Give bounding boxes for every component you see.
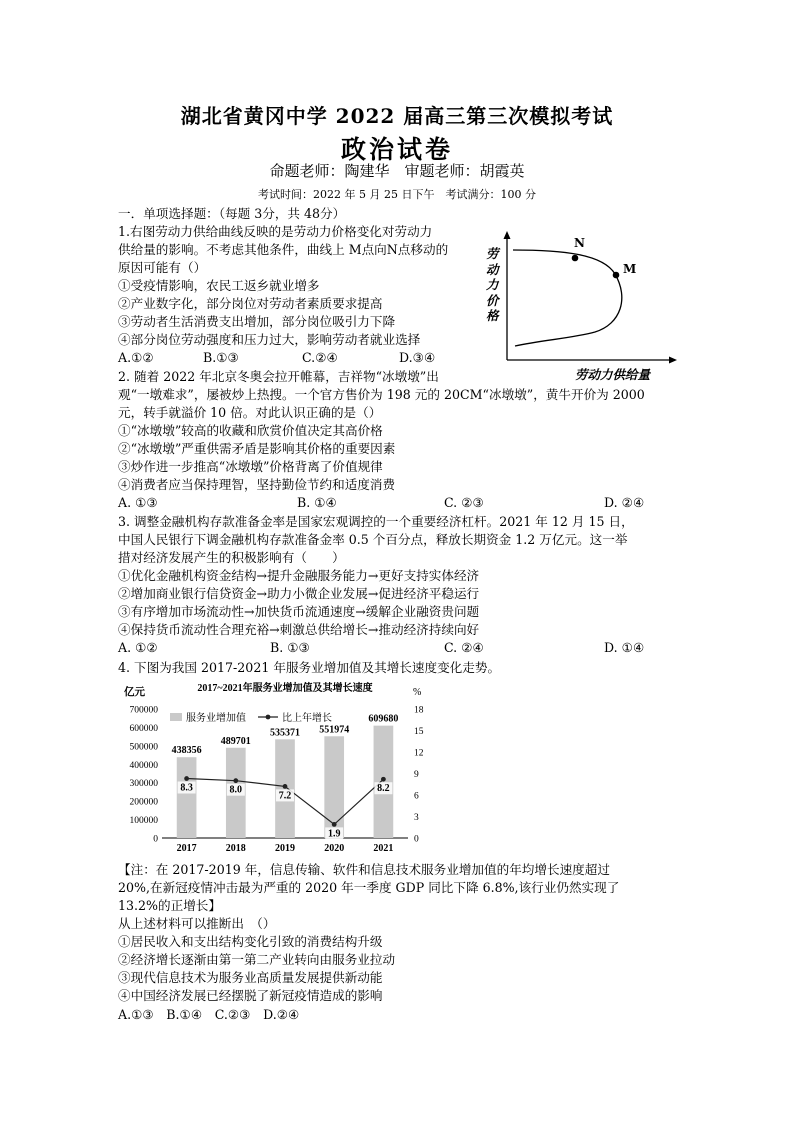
q4-options[interactable]: A.①③ B.①④ C.②③ D.②④ <box>118 1007 300 1022</box>
q1-option-c[interactable]: C.②④ <box>302 350 338 365</box>
q1-line: ③劳动者生活消费支出增加，部分岗位吸引力下降 <box>118 314 396 329</box>
q4-item: ③现代信息技术为服务业高质量发展提供新动能 <box>118 970 383 985</box>
q4-item: ②经济增长逐渐由第一第二产业转向由服务业拉动 <box>118 952 396 967</box>
q2-option-b[interactable]: B. ①④ <box>297 495 337 510</box>
growth-point <box>233 778 238 783</box>
growth-point <box>283 784 288 789</box>
q2-line: ③炒作进一步推高“冰墩墩”价格背离了价值规律 <box>118 459 383 474</box>
supply-curve <box>513 250 622 346</box>
y-tick-label: 200000 <box>129 797 158 808</box>
y-tick-label: 400000 <box>129 760 158 771</box>
y2-axis-unit: % <box>413 687 422 698</box>
point-n-label: N <box>574 236 585 250</box>
section-heading: 一．单项选择题：（每题 3分，共 48分） <box>118 206 346 221</box>
q2-line: ②“冰墩墩”严重供需矛盾是影响其价格的重要因素 <box>118 441 396 456</box>
growth-value-label: 1.9 <box>327 828 341 840</box>
growth-point <box>381 777 386 782</box>
bar-value-label: 438356 <box>171 745 202 757</box>
q3-option-d[interactable]: D. ①④ <box>604 640 645 655</box>
y-label-char: 格 <box>486 308 499 323</box>
exam-meta: 考试时间：2022 年 5 月 25 日下午 考试满分：100 分 <box>258 188 536 201</box>
growth-point <box>184 776 189 781</box>
q2-line: 2. 随着 2022 年北京冬奥会拉开帷幕，吉祥物“冰墩墩”出 <box>118 369 439 384</box>
q3-line: ④保持货币流动性合理充裕→刺激总供给增长→推动经济持续向好 <box>118 622 480 637</box>
x-tick-label: 2019 <box>275 843 295 854</box>
q3-line: 3. 调整金融机构存款准备金率是国家宏观调控的一个重要经济杠杆。2021 年 12 月 15 日， <box>118 514 634 529</box>
bar-value-label: 535371 <box>270 727 300 739</box>
y-axis-arrow <box>504 231 511 239</box>
growth-value-label: 7.2 <box>278 790 292 802</box>
growth-value-label: 8.2 <box>377 783 390 795</box>
y-label-char: 动 <box>486 261 499 277</box>
bar <box>374 726 394 838</box>
service-industry-chart <box>116 679 442 858</box>
y-label-char: 价 <box>486 292 499 308</box>
legend-bar-swatch <box>170 713 182 721</box>
q3-option-c[interactable]: C. ②④ <box>444 640 484 655</box>
q3-option-b[interactable]: B. ①③ <box>270 640 310 655</box>
y2-tick-label: 3 <box>414 813 419 823</box>
x-tick-label: 2020 <box>324 843 345 854</box>
y-axis-label <box>486 246 502 324</box>
q3-line: 措对经济发展产生的积极影响有（ ） <box>118 550 345 565</box>
legend-line-label: 比上年增长 <box>282 713 332 724</box>
q1-line: 原因可能有（） <box>118 260 207 275</box>
growth-value-label: 8.3 <box>180 782 193 794</box>
y2-tick-label: 12 <box>414 748 424 759</box>
q2-line: ④消费者应当保持理智，坚持勤俭节约和适度消费 <box>118 477 396 492</box>
q3-option-a[interactable]: A. ①② <box>118 640 158 655</box>
q4-intro: 4. 下图为我国 2017-2021 年服务业增加值及其增长速度变化走势。 <box>118 660 501 675</box>
q1-line: 1.右图劳动力供给曲线反映的是劳动力价格变化对劳动力 <box>118 224 433 239</box>
y-tick-label: 0 <box>153 834 158 845</box>
q4-item: ①居民收入和支出结构变化引致的消费结构升级 <box>118 934 383 949</box>
bar <box>177 757 197 838</box>
q1-option-a[interactable]: A.①② <box>118 350 154 365</box>
q3-line: ①优化金融机构资金结构→提升金融服务能力→更好支持实体经济 <box>118 568 480 583</box>
y-tick-label: 500000 <box>129 742 158 753</box>
labor-supply-graph <box>483 228 679 384</box>
point-n <box>572 255 579 262</box>
x-tick-label: 2021 <box>373 843 394 854</box>
q4-note-line: 20%,在新冠疫情冲击最为严重的 2020 年一季度 GDP 同比下降 6.8%,该行业仍然实现了 <box>118 880 620 895</box>
q4-note-line: 【注：在 2017-2019 年，信息传输、软件和信息技术服务业增加值的年均增长速度超过 <box>118 862 610 877</box>
q1-line: ②产业数字化，部分岗位对劳动者素质要求提高 <box>118 296 383 311</box>
q1-line: ①受疫情影响，农民工返乡就业增多 <box>118 278 320 293</box>
y2-tick-label: 18 <box>414 705 424 716</box>
exam-title: 湖北省黄冈中学 2022 届高三第三次模拟考试 <box>180 104 614 128</box>
y-label-char: 劳 <box>486 246 499 261</box>
y2-tick-label: 9 <box>414 770 419 780</box>
y-axis-unit: 亿元 <box>124 687 145 698</box>
y2-tick-label: 0 <box>414 834 419 845</box>
point-m-label: M <box>623 262 637 276</box>
q3-line: ③有序增加市场流动性→加快货币流通速度→缓解企业融资贵问题 <box>118 604 480 619</box>
q2-option-d[interactable]: D. ②④ <box>604 495 645 510</box>
q2-option-c[interactable]: C. ②③ <box>444 495 484 510</box>
x-axis-arrow <box>669 357 677 364</box>
growth-value-label: 8.0 <box>229 784 243 796</box>
chart-title: 2017~2021年服务业增加值及其增长速度 <box>197 683 373 694</box>
q2-option-a[interactable]: A. ①③ <box>118 495 158 510</box>
y-tick-label: 700000 <box>129 705 158 716</box>
q2-line: 元，转手就溢价 10 倍。对此认识正确的是（） <box>118 405 382 420</box>
q1-option-d[interactable]: D.③④ <box>399 350 436 365</box>
q1-line: ④部分岗位劳动强度和压力过大，影响劳动者就业选择 <box>118 332 421 347</box>
q2-line: 观“一墩难求”，屡被炒上热搜。一个官方售价为 198 元的 20CM“冰墩墩”，黄牛开价为 2000 <box>118 387 645 402</box>
y-tick-label: 100000 <box>129 816 158 827</box>
bar-value-label: 551974 <box>319 724 350 736</box>
legend-line-marker <box>266 715 271 720</box>
x-tick-label: 2017 <box>176 843 197 854</box>
bar-value-label: 489701 <box>220 735 251 747</box>
labor-supply-figure <box>483 228 679 384</box>
legend-bar-label: 服务业增加值 <box>186 713 246 724</box>
q4-note-line: 13.2%的正增长】 <box>118 898 221 913</box>
y-tick-label: 300000 <box>129 779 158 790</box>
q2-line: ①“冰墩墩”较高的收藏和欣赏价值决定其高价格 <box>118 423 383 438</box>
y-label-char: 力 <box>486 277 499 292</box>
q3-line: ②增加商业银行信贷资金→助力小微企业发展→促进经济平稳运行 <box>118 586 480 601</box>
y-tick-label: 600000 <box>129 723 158 734</box>
y2-tick-label: 6 <box>414 791 419 802</box>
author-line: 命题老师：陶建华 审题老师：胡霞英 <box>269 162 525 180</box>
q3-line: 中国人民银行下调金融机构存款准备金率 0.5 个百分点，释放长期资金 1.2 万亿元。这一举 <box>118 532 628 547</box>
q4-item: ④中国经济发展已经摆脱了新冠疫情造成的影响 <box>118 988 383 1003</box>
bar-value-label: 609680 <box>368 713 399 725</box>
q1-line: 供给量的影响。不考虑其他条件，曲线上 M点向N点移动的 <box>118 242 449 257</box>
point-m <box>613 272 620 279</box>
chart-svg <box>116 679 442 858</box>
y2-tick-label: 15 <box>414 727 424 737</box>
x-tick-label: 2018 <box>225 843 246 854</box>
q1-option-b[interactable]: B.①③ <box>203 350 239 365</box>
q4-question: 从上述材料可以推断出 （） <box>118 916 276 931</box>
subject-title: 政治试卷 <box>340 135 453 164</box>
x-axis-label: 劳动力供给量 <box>575 367 651 382</box>
growth-point <box>332 822 337 827</box>
